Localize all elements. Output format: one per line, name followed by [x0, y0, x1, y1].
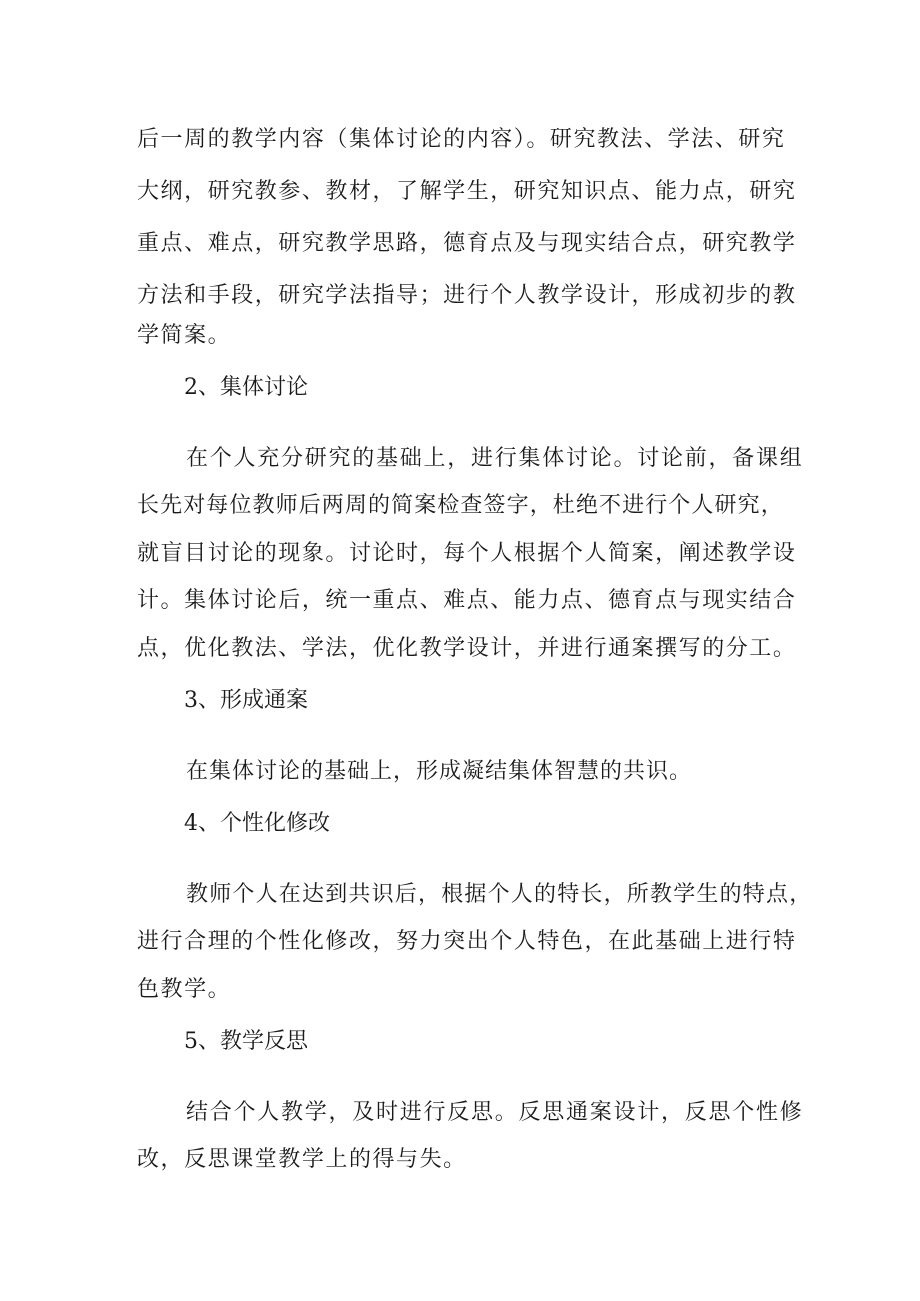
- paragraph-5-line-1: 结合个人教学，及时进行反思。反思通案设计，反思个性修: [186, 1100, 804, 1125]
- paragraph-2-line-1: 在个人充分研究的基础上，进行集体讨论。讨论前，备课组: [186, 446, 804, 471]
- paragraph-3-line-1: 在集体讨论的基础上，形成凝结集体智慧的共识。: [186, 759, 693, 784]
- paragraph-1-line-1: 后一周的教学内容（集体讨论的内容）。研究教法、学法、研究: [137, 127, 786, 152]
- paragraph-1-line-2: 大纲，研究教参、教材，了解学生，研究知识点、能力点，研究: [137, 179, 797, 204]
- paragraph-2-line-2: 长先对每位教师后两周的简案检查签字，杜绝不进行个人研究，: [137, 493, 784, 518]
- paragraph-1-line-3: 重点、难点，研究教学思路，德育点及与现实结合点，研究教学: [137, 231, 797, 256]
- section-heading-5: 5、教学反思: [184, 1029, 308, 1054]
- paragraph-4-line-2: 进行合理的个性化修改，努力突出个人特色，在此基础上进行特: [137, 929, 797, 954]
- section-heading-3: 3、形成通案: [184, 688, 308, 713]
- paragraph-1-line-4: 方法和手段，研究学法指导；进行个人教学设计，形成初步的教: [137, 283, 797, 308]
- section-heading-2: 2、集体讨论: [184, 375, 308, 400]
- paragraph-4-line-3: 色教学。: [137, 977, 232, 1002]
- paragraph-2-line-5: 点，优化教法、学法，优化教学设计，并进行通案撰写的分工。: [137, 636, 797, 661]
- paragraph-5-line-2: 改，反思课堂教学上的得与失。: [137, 1147, 467, 1172]
- paragraph-2-line-4: 计。集体讨论后，统一重点、难点、能力点、德育点与现实结合: [137, 588, 797, 613]
- paragraph-1-line-5: 学简案。: [137, 323, 232, 348]
- paragraph-2-line-3: 就盲目讨论的现象。讨论时，每个人根据个人简案，阐述教学设: [137, 541, 797, 566]
- paragraph-4-line-1: 教师个人在达到共识后，根据个人的特长，所教学生的特点，: [186, 882, 813, 907]
- section-heading-4: 4、个性化修改: [184, 811, 330, 836]
